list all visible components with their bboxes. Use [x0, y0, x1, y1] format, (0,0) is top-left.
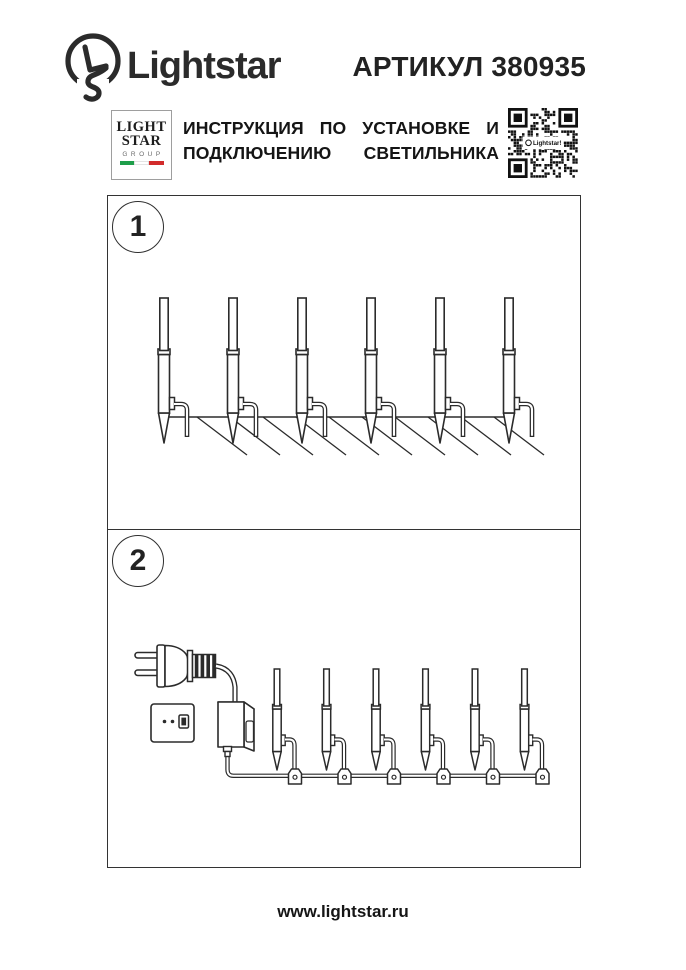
step-1-panel: [107, 195, 581, 530]
instruction-title: [183, 116, 499, 166]
spike-light: [365, 298, 394, 443]
ground-installation-diagram: [108, 196, 578, 527]
italian-flag-stripe: [120, 161, 164, 165]
wall-switch-icon: [151, 704, 194, 742]
diagram-panels: [107, 195, 581, 868]
spike-light: [471, 669, 493, 770]
spike-light: [296, 298, 325, 443]
cable-connector: [289, 769, 302, 784]
group-logo-light: LIGHT: [116, 119, 167, 135]
group-logo-group: GROUP: [122, 151, 164, 158]
adapter-outlet-nub: [224, 747, 232, 752]
power-connection-diagram: [108, 530, 578, 864]
step-1-number-badge: 1: [112, 201, 164, 253]
lightstar-bulb-logo-icon: [64, 31, 130, 107]
lightstar-group-logo: [111, 110, 172, 180]
spike-light: [322, 669, 344, 770]
power-adapter-icon: [218, 702, 254, 751]
plug-cable: [216, 666, 235, 704]
step-2-number-badge: 2: [112, 535, 164, 587]
spike-light: [227, 298, 256, 443]
spike-light: [434, 298, 463, 443]
spike-light: [372, 669, 394, 770]
cable-connector: [536, 769, 549, 784]
spike-light: [158, 298, 187, 443]
cable-connector: [388, 769, 401, 784]
cable-connector: [437, 769, 450, 784]
qr-caption: Lightstar!: [533, 140, 562, 147]
spike-light: [520, 669, 542, 770]
cable-connector: [487, 769, 500, 784]
instruction-title-line2: ПОДКЛЮЧЕНИЮ СВЕТИЛЬНИКА: [183, 143, 499, 163]
power-plug-icon: [135, 645, 216, 687]
instruction-title-line1: ИНСТРУКЦИЯ ПО УСТАНОВКЕ И: [183, 118, 499, 138]
qr-code: [508, 108, 578, 178]
spike-light: [421, 669, 443, 770]
brand-wordmark: Lightstar: [127, 45, 281, 87]
website-url: www.lightstar.ru: [277, 902, 409, 921]
spike-light: [273, 669, 295, 770]
group-logo-star: STAR: [121, 133, 162, 149]
step-2-panel: [107, 530, 581, 868]
spike-light: [503, 298, 532, 443]
cable-connector: [338, 769, 351, 784]
article-number: АРТИКУЛ 380935: [352, 51, 586, 82]
